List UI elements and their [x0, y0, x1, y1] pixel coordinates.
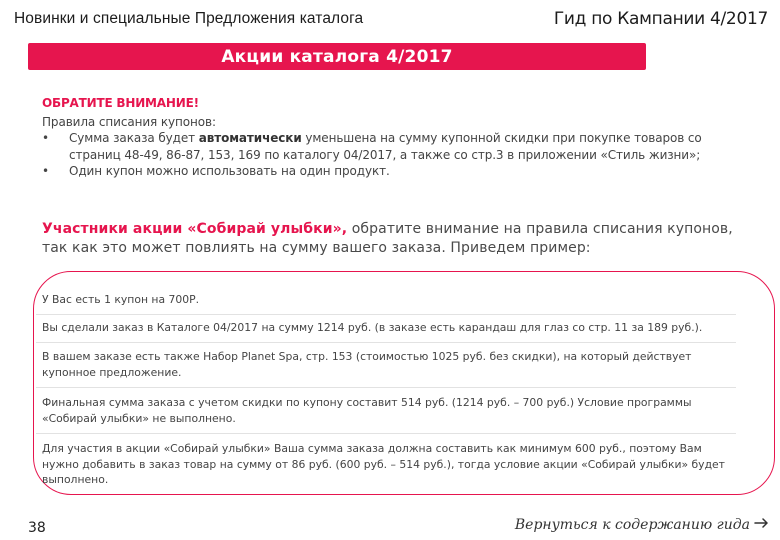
header-right-title: Гид по Кампании 4/2017	[553, 9, 768, 29]
rules-item-1-pre: Сумма заказа будет	[69, 131, 199, 146]
back-link-label: Вернуться к содержанию гида	[514, 517, 750, 533]
example-paragraph-5: Для участия в акции «Собирай улыбки» Ваша сумма заказа должна составить как минимум 600 руб., поэтому Вам нужно добавить в заказ товар на сумму от 86 руб. (600 руб. – 514 руб.), тогда условие акции «Собирай улыбки» будет выполнено.	[42, 442, 725, 486]
rules-item-1	[42, 130, 732, 163]
example-divider	[36, 387, 736, 388]
note-highlight: Участники акции «Собирай улыбки»,	[42, 221, 348, 237]
page-number: 38	[28, 520, 46, 536]
example-divider	[36, 433, 736, 434]
example-paragraph-2: Вы сделали заказ в Каталоге 04/2017 на сумму 1214 руб. (в заказе есть карандаш для глаз со стр. 11 за 189 руб.).	[42, 321, 703, 334]
bullet-icon: •	[42, 163, 49, 178]
example-divider	[36, 314, 736, 315]
bullet-icon: •	[42, 131, 49, 146]
header-left-title: Новинки и специальные Предложения каталога	[14, 10, 364, 27]
participants-note	[42, 220, 762, 258]
example-divider	[36, 342, 736, 343]
rules-item-1-bold: автоматически	[198, 131, 302, 146]
rules-title: Правила списания купонов:	[42, 115, 216, 129]
rules-item-2	[42, 163, 732, 179]
example-paragraph-3: В вашем заказе есть также Набор Planet Spa, стр. 153 (стоимостью 1025 руб. без скидки), на который действует купонное предложение.	[42, 350, 692, 379]
back-to-contents-link[interactable]	[515, 517, 770, 533]
example-paragraph-4: Финальная сумма заказа с учетом скидки по купону составит 514 руб. (1214 руб. – 700 руб.) Условие программы «Собирай улыбки» не выполнено.	[42, 396, 692, 425]
note-text: обратите внимание на правила списания купонов, так как это может повлиять на сумму вашего заказа. Приведем пример:	[42, 221, 733, 256]
coupon-rules	[42, 114, 732, 179]
banner-title: Акции каталога 4/2017	[221, 47, 453, 67]
rules-item-1-post: уменьшена на сумму купонной скидки при покупке товаров со страниц 48-49, 86-87, 153, 169 по каталогу 04/2017, а также со стр.3 в приложении «Стиль жизни»;	[69, 131, 702, 162]
arrow-right-icon	[754, 517, 770, 533]
example-paragraph-1: У Вас есть 1 купон на 700Р.	[42, 293, 200, 306]
attention-label: ОБРАТИТЕ ВНИМАНИЕ!	[42, 96, 199, 110]
rules-item-2-text: Один купон можно использовать на один продукт.	[69, 163, 390, 178]
banner	[28, 43, 646, 70]
